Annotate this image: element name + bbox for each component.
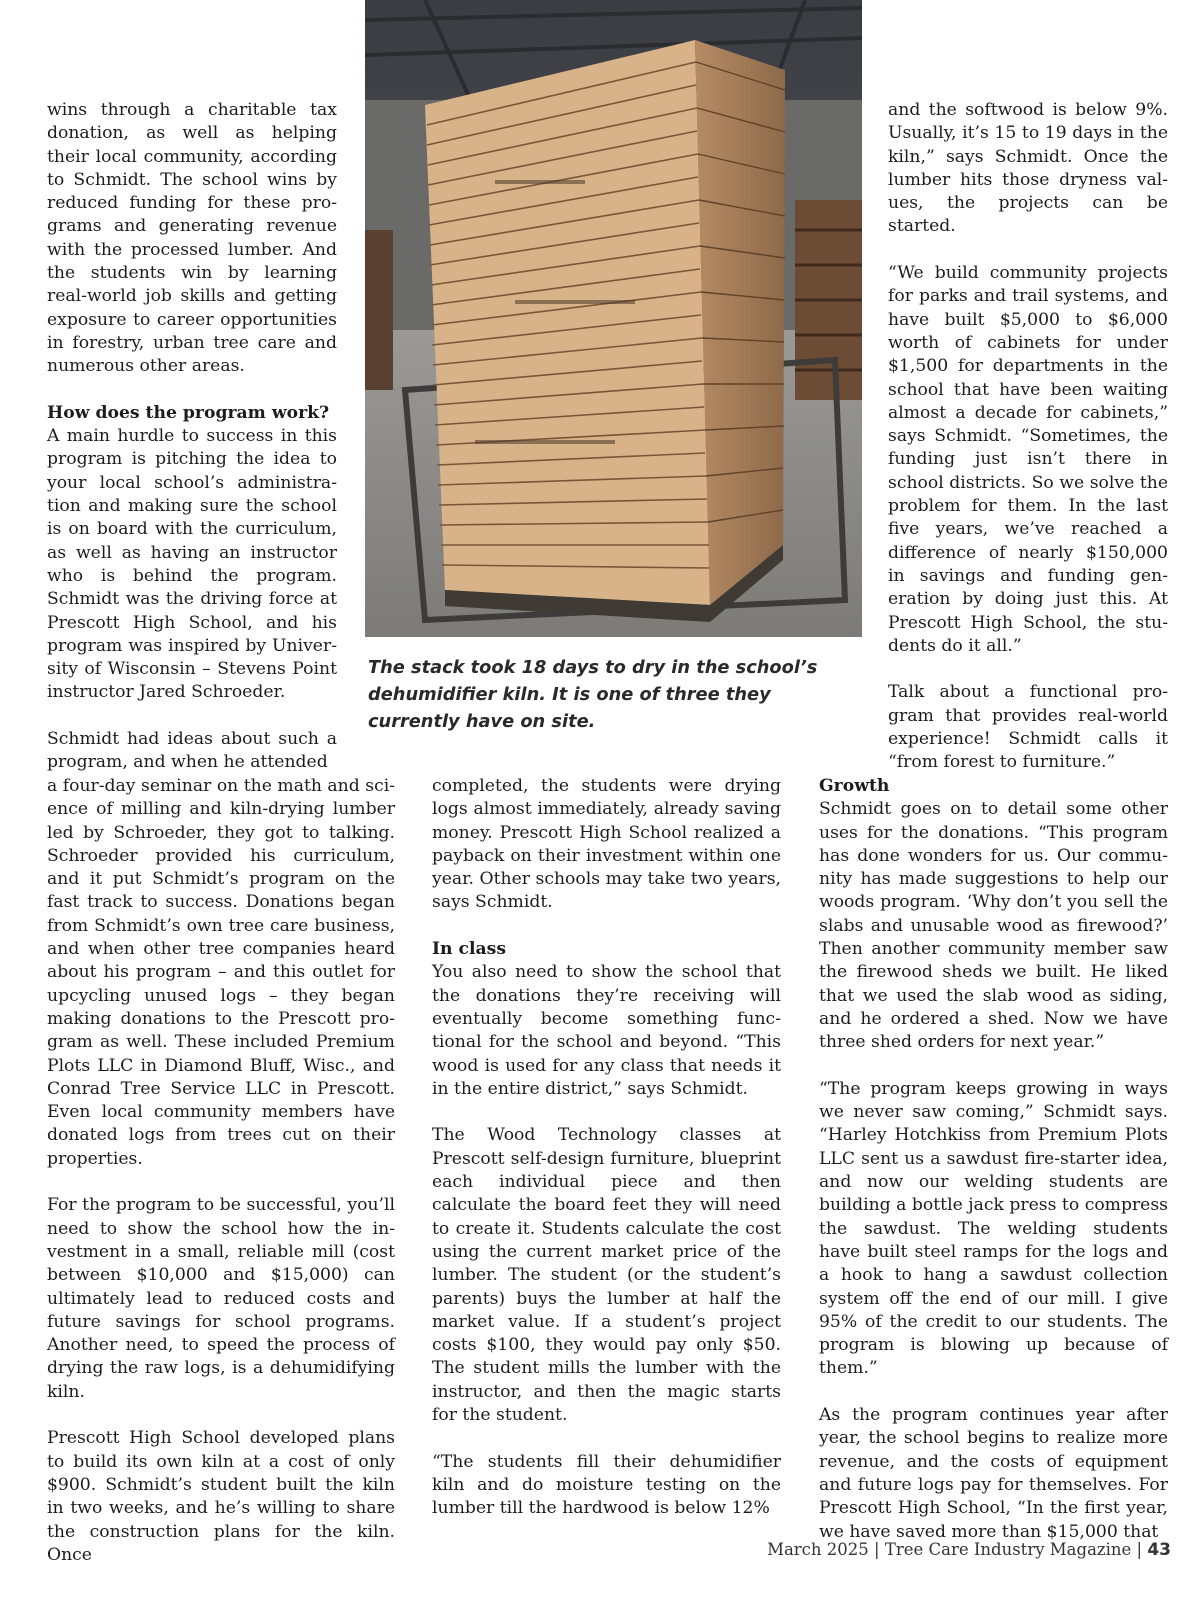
lumber-stack-illustration [365, 0, 862, 637]
issue-date: March 2025 [767, 1540, 869, 1559]
body-paragraph: and the softwood is below 9%. Usually, it’s 15 to 19 days in the kiln,” says Schmidt. Once the lumber hits those dryness values, the projects can be started. [888, 100, 1168, 237]
footer-separator: | [1136, 1540, 1143, 1559]
body-paragraph: “We build community projects for parks and trail systems, and have built $5,000 to $6,000 worth of cabinets for under $1,500 for departments in the school that have been waiting almost a decade for cabinets,” says Schmidt. “Sometimes, the funding just isn’t there in school districts. So we solve the problem for them. In the last five years, we’ve reached a difference of nearly $150,000 in savings and funding generation by doing just this. At Prescott High School, the students do it all.” [888, 263, 1168, 656]
footer-separator: | [874, 1540, 880, 1559]
right-column-upper [888, 99, 1168, 775]
body-paragraph: completed, the students were drying logs almost immediately, already saving money. Prescott High School realized a payback on their investment within one year. Other schools may take two years, says Schmidt. [432, 776, 781, 913]
body-paragraph: Schmidt goes on to detail some other uses for the donations. “This program has done wonders for us. Our community has made suggestions to help our woods program. ‘Why don’t you sell the slabs and unusable wood as firewood?’ Then another community member saw the firewood sheds we built. He liked that we used the slab wood as siding, and he ordered a shed. Now we have three shed orders for next year.” [819, 799, 1168, 1053]
photo-caption: The stack took 18 days to dry in the school’s dehumidifier kiln. It is one of three they currently have on site. [368, 657, 818, 732]
section-heading: How does the program work? [47, 402, 330, 423]
body-paragraph: Talk about a functional program that provides real-world experience! Schmidt calls it “from forest to furniture.” [888, 682, 1168, 773]
body-paragraph: You also need to show the school that the donations they’re receiving will eventually become something functional for the school and beyond. “This wood is used for any class that needs it in the entire district,” says Schmidt. [432, 962, 781, 1099]
middle-column [432, 775, 781, 1521]
body-paragraph: A main hurdle to success in this program is pitching the idea to your local school’s administration and making sure the school is on board with the curriculum, as well as having an instructor who is behind the program. Schmidt was the driving force at Prescott High School, and his program was inspired by University of Wisconsin – Stevens Point instructor Jared Schroeder. [47, 426, 337, 703]
body-paragraph: Prescott High School developed plans to build its own kiln at a cost of only $900. Schmidt’s student built the kiln in two weeks, and he’s willing to share the construction plans for the kiln. Once [47, 1428, 395, 1565]
body-paragraph: wins through a charitable tax donation, as well as helping their local community, according to Schmidt. The school wins by reduced funding for these programs and generating revenue with the processed lumber. And the students win by learning real-world job skills and getting exposure to career opportunities in forestry, urban tree care and numerous other areas. [47, 100, 337, 377]
right-column-lower [819, 775, 1168, 1544]
body-paragraph: a four-day seminar on the math and science of milling and kiln-drying lumber led by Schroeder, they got to talking. Schroeder provided his curriculum, and it put Schmidt’s program on the fast track to success. Donations began from Schmidt’s own tree care business, and when other tree companies heard about his program – and this outlet for upcycling unused logs – they began making donations to the Prescott program as well. These included Premium Plots LLC in Diamond Bluff, Wisc., and Conrad Tree Service LLC in Prescott. Even local community members have donated logs from trees cut on their properties. [47, 776, 395, 1169]
body-paragraph: The Wood Technology classes at Prescott self-design furniture, blueprint each individual piece and then calculate the board feet they will need to create it. Students calculate the cost using the current market price of the lumber. The student (or the student’s parents) buys the lumber at half the market value. If a student’s project costs $100, they would pay only $50. The student mills the lumber with the instructor, and then the magic starts for the student. [432, 1125, 781, 1426]
page-number: 43 [1147, 1540, 1171, 1560]
section-heading-block [819, 775, 1168, 1055]
body-paragraph: Schmidt had ideas about such a program, and when he attended [47, 729, 337, 773]
section-heading: In class [432, 939, 507, 960]
body-paragraph: “The program keeps growing in ways we never saw coming,” Schmidt says. “Harley Hotchkiss from Premium Plots LLC sent us a sawdust fire-starter idea, and now our welding students are building a bottle jack press to compress the sawdust. The welding students have built steel ramps for the logs and a hook to hang a sawdust collection system off the end of our mill. I give 95% of the credit to our students. The program is blowing up because of them.” [819, 1078, 1168, 1379]
stacked-lumber-photo [365, 0, 862, 637]
section-heading-block [47, 402, 337, 705]
section-heading: Growth [819, 776, 890, 796]
left-column-upper [47, 99, 337, 775]
magazine-name: Tree Care Industry Magazine [884, 1540, 1132, 1559]
left-column-lower [47, 775, 395, 1567]
section-heading-block [432, 938, 781, 1101]
body-paragraph: “The students fill their dehumidifier kiln and do moisture testing on the lumber till the hardwood is below 12% [432, 1451, 781, 1519]
page-footer [767, 1540, 1171, 1560]
body-paragraph: As the program continues year after year, the school begins to realize more revenue, and the costs of equipment and future logs pay for themselves. For Prescott High School, “In the first year, we have saved more than $15,000 that [819, 1405, 1168, 1542]
body-paragraph: For the program to be successful, you’ll need to show the school how the investment in a small, reliable mill (cost between $10,000 and $15,000) can ultimately lead to reduced costs and future savings for school programs. Another need, to speed the process of drying the raw logs, is a dehumidifying kiln. [47, 1195, 395, 1402]
